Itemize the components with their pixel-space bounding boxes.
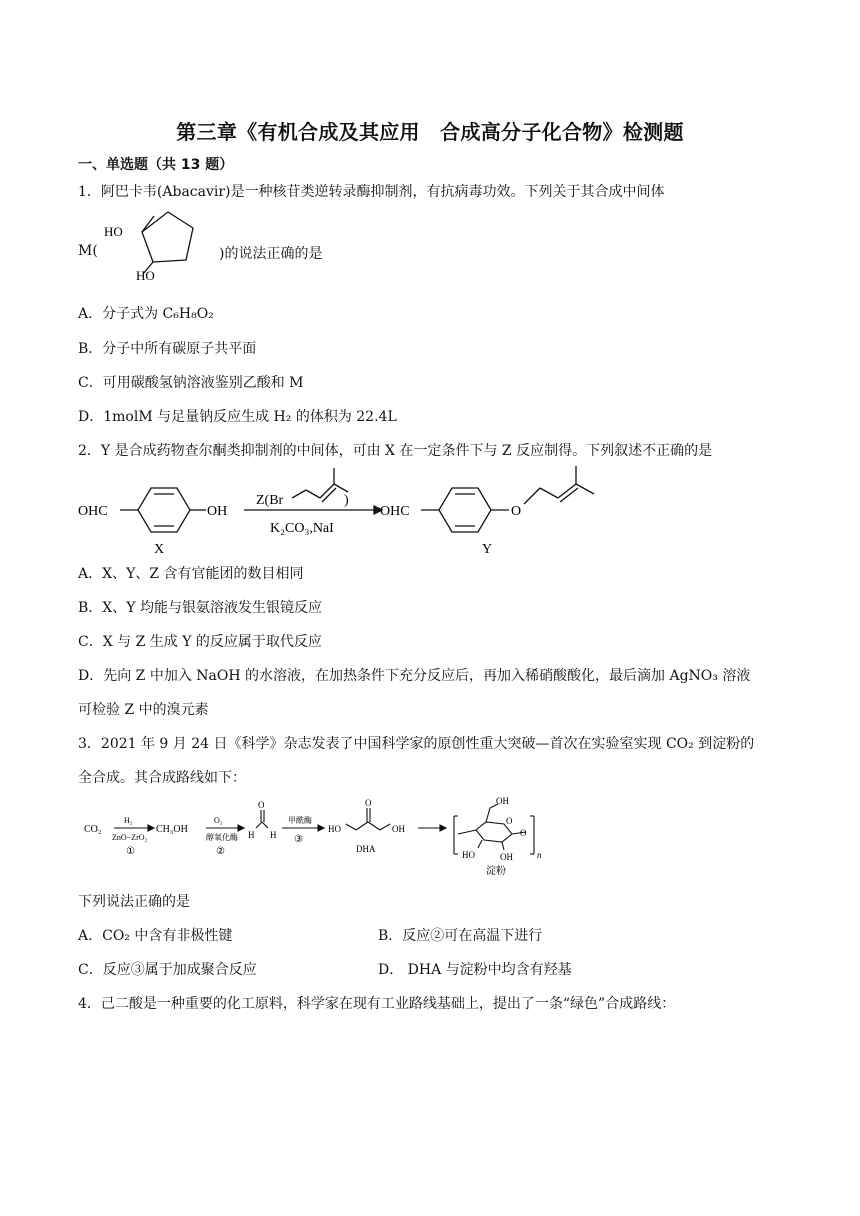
q3-stem-line2: 全合成。其合成路线如下： [78, 770, 246, 786]
q2-reaction-scheme [74, 464, 634, 556]
q1-m-prefix: M( [78, 243, 98, 259]
q1-m-suffix: )的说法正确的是 [219, 246, 323, 262]
q3-synthesis-route [82, 794, 562, 878]
q3-starch-o2: O [520, 828, 527, 838]
q3-option-d: D． DHA 与淀粉中均含有羟基 [378, 962, 572, 978]
q3-co2: CO₂ [84, 824, 102, 835]
q3-enzyme3: 甲酰酶 [288, 816, 312, 825]
q1-option-b: B．分子中所有碳原子共平面 [78, 341, 257, 357]
q3-ch3oh: CH₃OH [156, 824, 188, 835]
q3-starch-o1: O [506, 816, 513, 826]
q2-y-o: O [511, 504, 522, 519]
q2-option-d-line1: D．先向 Z 中加入 NaOH 的水溶液，在加热条件下充分反应后，再加入稀硝酸酸化，最后滴加 AgNO₃ 溶液 [78, 668, 751, 684]
q1-option-c: C．可用碳酸氢钠溶液鉴别乙酸和 M [78, 375, 304, 391]
q2-option-b: B．X、Y 均能与银氨溶液发生银镜反应 [78, 600, 322, 616]
q3-dha-label: DHA [356, 844, 376, 854]
q3-o2: O₂ [214, 816, 223, 825]
q2-y-label: Y [482, 542, 493, 556]
q2-option-c: C．X 与 Z 生成 Y 的反应属于取代反应 [78, 634, 322, 650]
q3-option-c: C．反应③属于加成聚合反应 [78, 962, 257, 978]
q2-x-ohc: OHC [78, 504, 108, 519]
q3-enzyme2: 醇氧化酶 [206, 833, 238, 842]
q3-starch-n: n [537, 850, 542, 860]
q3-starch-oh-top: OH [496, 796, 509, 806]
q1-ho-top: HO [104, 224, 123, 239]
q2-option-a: A．X、Y、Z 含有官能团的数目相同 [78, 566, 304, 582]
q3-ald-o: O [258, 800, 265, 810]
q1-option-d: D．1molM 与足量钠反应生成 H₂ 的体积为 22.4L [78, 409, 397, 425]
q3-starch-ho: HO [462, 850, 475, 860]
q2-reagent-close: ) [344, 493, 349, 508]
q4-stem: 4．己二酸是一种重要的化工原料，科学家在现有工业路线基础上，提出了一条“绿色”合成路线： [78, 996, 676, 1012]
q2-reagent-z: Z(Br [256, 493, 284, 508]
q3-prompt: 下列说法正确的是 [78, 894, 190, 910]
q2-y-ohc: OHC [380, 504, 410, 519]
q3-dha-oh: OH [392, 824, 405, 834]
q3-step1: ① [126, 846, 135, 857]
section-heading: 一、单选题（共 13 题） [78, 157, 234, 173]
q1-option-a: A．分子式为 C₆H₈O₂ [78, 306, 214, 322]
q3-dha-o: O [365, 798, 372, 808]
q1-structure-m [92, 198, 222, 290]
q2-option-d-line2: 可检验 Z 中的溴元素 [78, 702, 209, 718]
q2-reagent-conditions: K₂CO₃,NaI [270, 521, 334, 536]
q3-stem-line1: 3．2021 年 9 月 24 日《科学》杂志发表了中国科学家的原创性重大突破—首次在实验室实现 CO₂ 到淀粉的 [78, 736, 755, 752]
q2-x-oh: OH [207, 504, 228, 519]
q2-x-label: X [154, 542, 165, 556]
q3-starch-label: 淀粉 [486, 866, 506, 877]
q1-stem: 1．阿巴卡韦(Abacavir)是一种核苷类逆转录酶抑制剂，有抗病毒功效。下列关于其合成中间体 [78, 184, 665, 200]
q3-starch-oh: OH [500, 852, 513, 862]
page-title: 第三章《有机合成及其应用 合成高分子化合物》检测题 [176, 120, 684, 144]
q3-ald-h1: H [248, 830, 255, 840]
q3-dha-ho: HO [328, 824, 341, 834]
q3-catalyst1: ZnO−ZrO₂ [112, 833, 148, 842]
q3-step2: ② [216, 846, 225, 857]
q3-option-a: A．CO₂ 中含有非极性键 [78, 928, 233, 944]
q3-option-b: B．反应②可在高温下进行 [378, 928, 543, 944]
q3-ald-h2: H [270, 830, 277, 840]
q3-h2: H₂ [124, 816, 133, 825]
q3-step3: ③ [294, 834, 303, 845]
q1-ho-bottom: HO [136, 268, 155, 283]
q2-stem: 2．Y 是合成药物查尔酮类抑制剂的中间体，可由 X 在一定条件下与 Z 反应制得。下列叙述不正确的是 [78, 443, 713, 459]
